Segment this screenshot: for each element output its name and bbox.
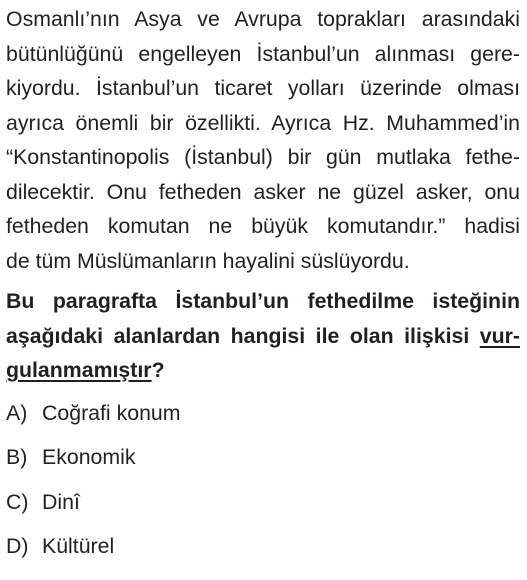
stem-text: aşağıdaki alanlardan hangisi ile olan ilişkisi xyxy=(6,323,480,348)
negation-emphasis: vur- xyxy=(479,323,520,348)
passage-line: dilecektir. Onu fetheden asker ne güzel asker, onu xyxy=(6,179,520,204)
passage-paragraph xyxy=(6,2,520,278)
option-text: Coğrafi konum xyxy=(42,400,181,425)
option-text: Kültürel xyxy=(42,534,115,558)
passage-line: ayrıca önemli bir özellikti. Ayrıca Hz. Muhammed’in xyxy=(6,110,520,135)
passage-line: kiyordu. İstanbul’un ticaret yolları üzerinde olması xyxy=(6,76,520,100)
question-stem xyxy=(6,284,520,388)
option-letter: C) xyxy=(6,489,29,514)
passage-line: de tüm Müslümanların hayalini süslüyordu. xyxy=(6,248,410,273)
stem-line: Bu paragrafta İstanbul’un fethedilme isteğinin xyxy=(6,289,520,313)
option-d[interactable] xyxy=(6,535,520,580)
negation-emphasis: gulanmamıştır xyxy=(6,358,152,382)
option-c[interactable] xyxy=(6,491,520,536)
stem-line xyxy=(6,319,520,354)
option-a[interactable] xyxy=(6,402,520,447)
question-mark: ? xyxy=(151,358,165,382)
option-letter: D) xyxy=(6,534,29,558)
passage-line: Osmanlı’nın Asya ve Avrupa toprakları arasındaki xyxy=(6,7,520,31)
passage-line: bütünlüğünü engelleyen İstanbul’un alınması gere- xyxy=(6,41,520,66)
passage-line: fetheden komutan ne büyük komutandır.” hadisi xyxy=(6,214,520,238)
option-text: Dinî xyxy=(42,489,80,514)
stem-line xyxy=(6,353,520,388)
question-block xyxy=(6,2,520,580)
passage-line: “Konstantinopolis (İstanbul) bir gün mutlaka fethe- xyxy=(6,145,520,169)
option-letter: B) xyxy=(6,445,28,469)
option-b[interactable] xyxy=(6,446,520,491)
option-letter: A) xyxy=(6,400,28,425)
answer-options xyxy=(6,402,520,580)
option-text: Ekonomik xyxy=(42,445,136,469)
